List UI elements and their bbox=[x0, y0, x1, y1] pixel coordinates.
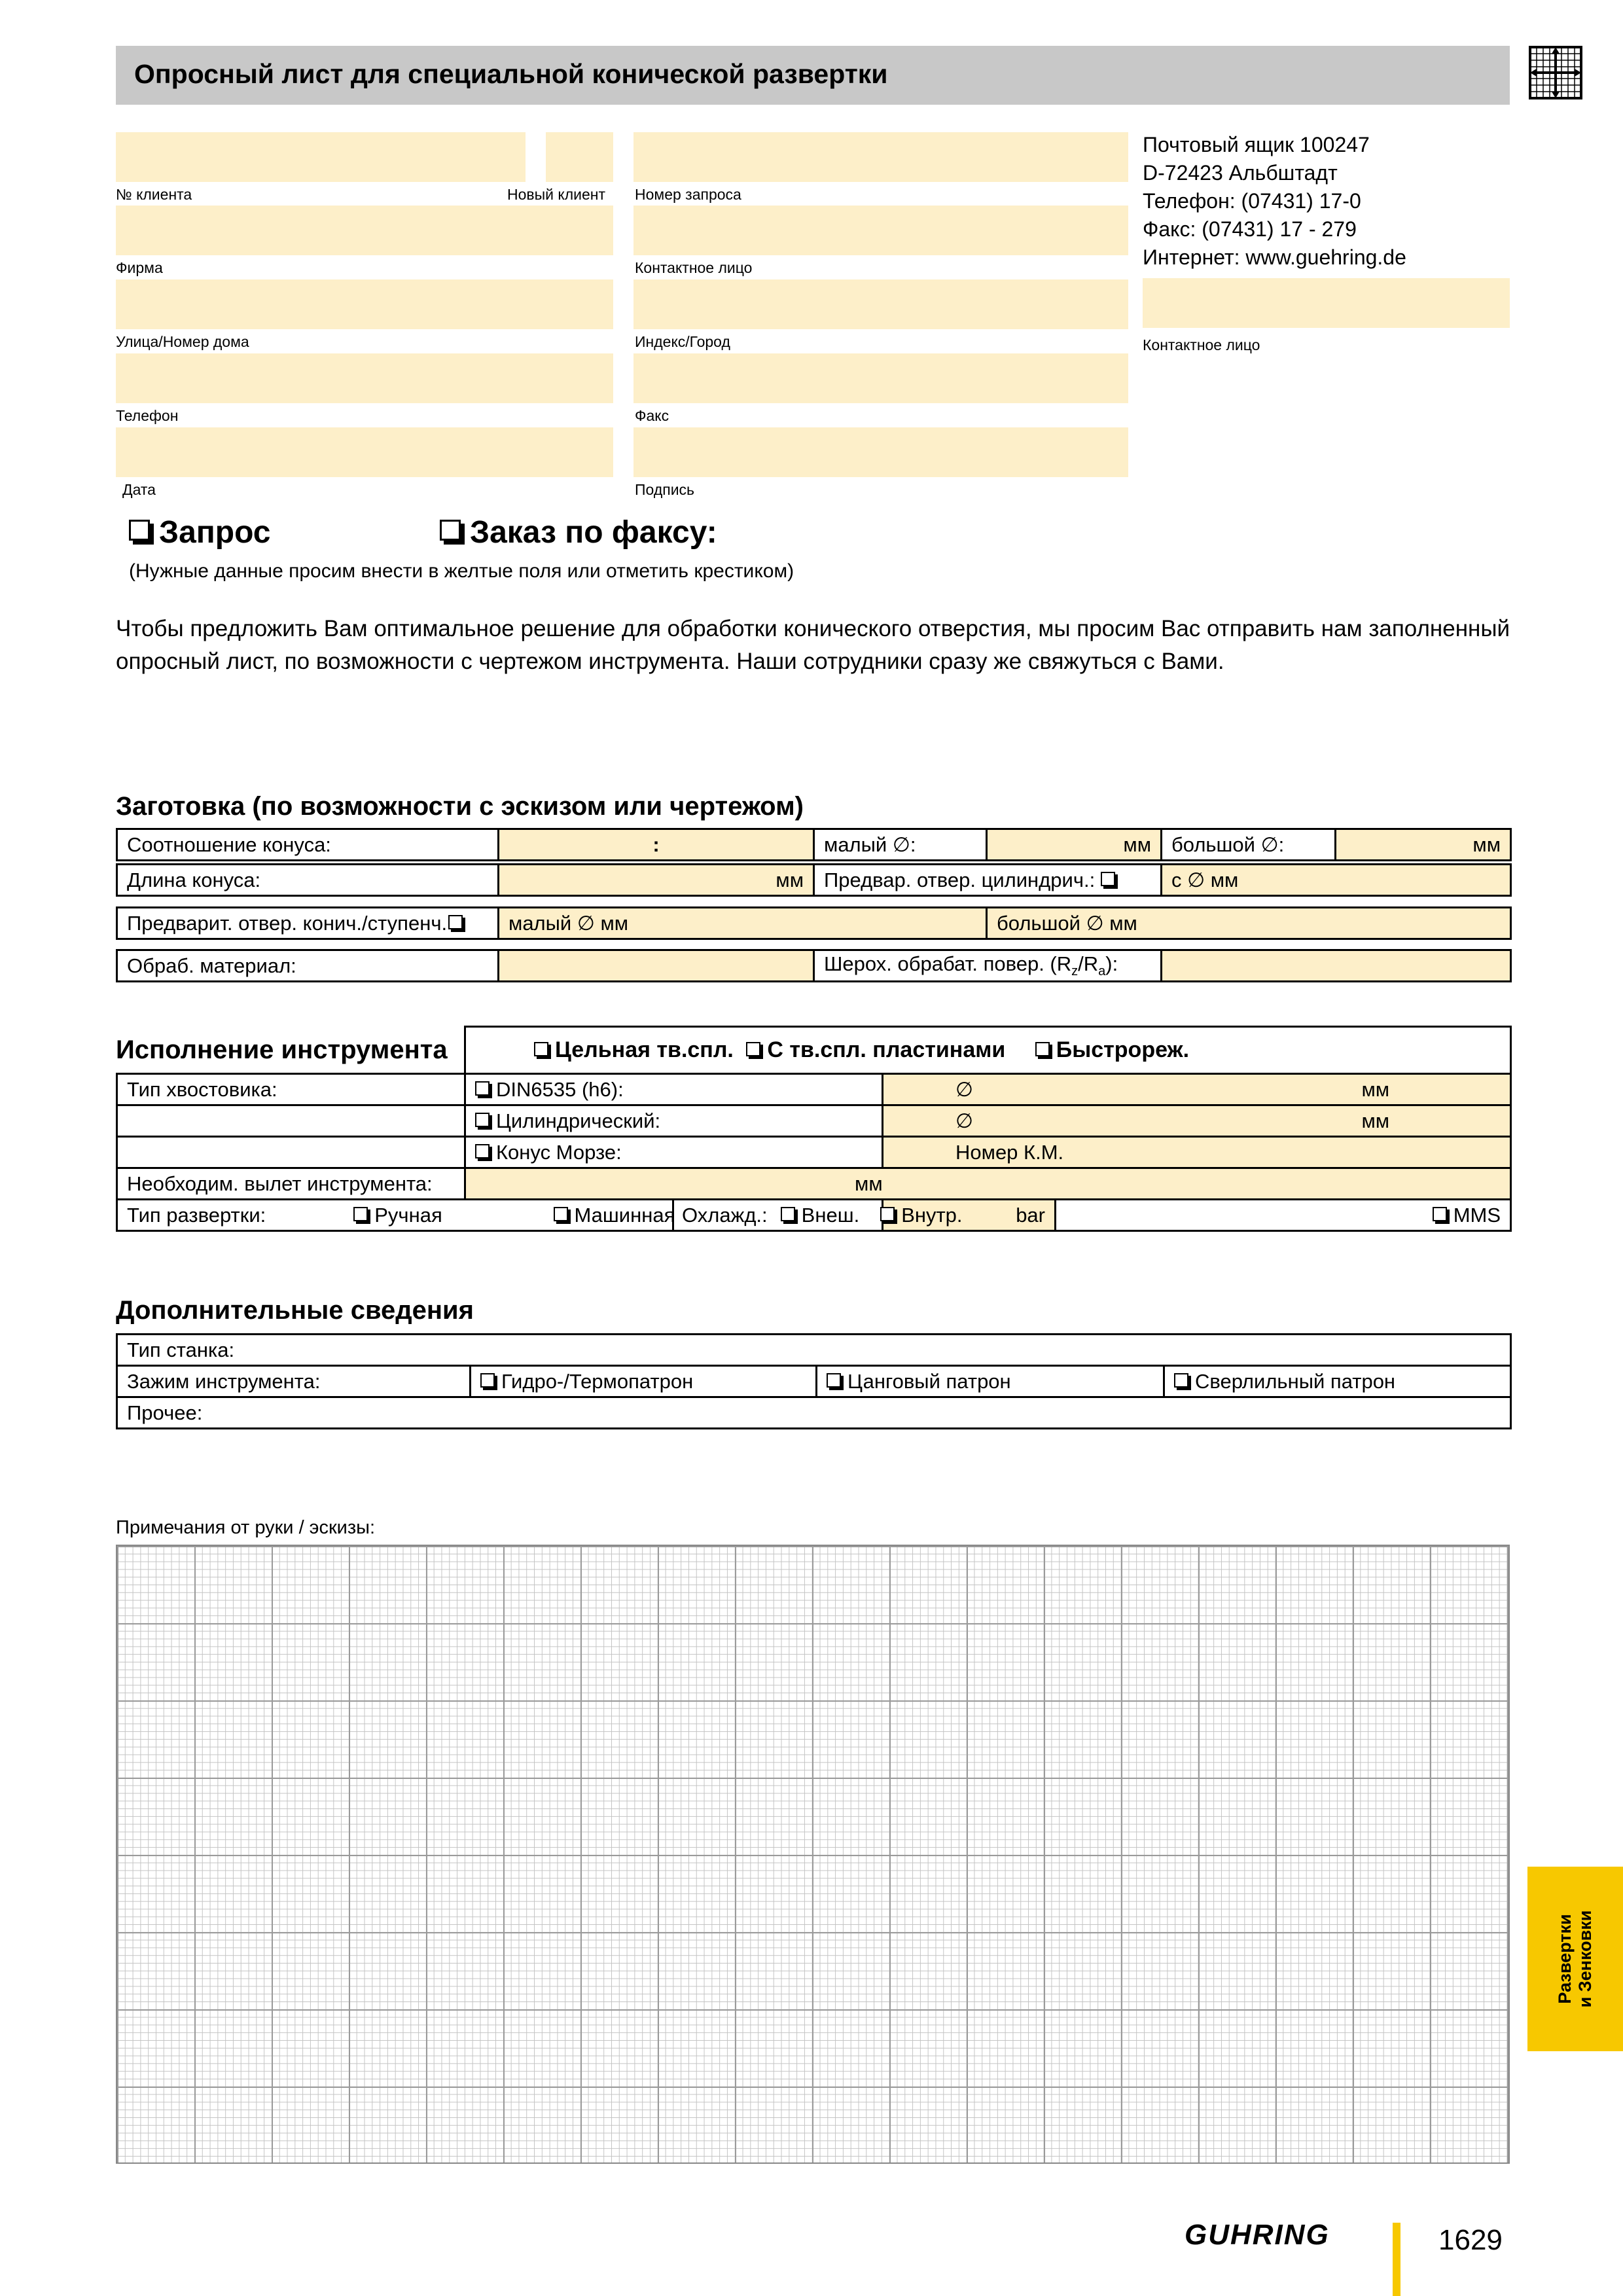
guhring-logo: GUHRING bbox=[1185, 2219, 1330, 2251]
taper-length-field[interactable] bbox=[499, 865, 814, 896]
collet-label: Цанговый патрон bbox=[847, 1369, 1011, 1393]
signature-label: Подпись bbox=[635, 481, 695, 498]
table-row bbox=[117, 1200, 1511, 1231]
hss-label: Быстрореж. bbox=[1056, 1037, 1190, 1062]
pre-bore-cyl-label: Предвар. отвер. цилиндрич.: bbox=[824, 868, 1096, 891]
cylindrical-cell bbox=[465, 1105, 883, 1137]
fax-label: Факс bbox=[635, 407, 669, 424]
guhring-contact-field[interactable] bbox=[1143, 278, 1510, 328]
inquiry-label: Запрос bbox=[159, 515, 271, 550]
reamer-type-label: Тип развертки: bbox=[127, 1203, 266, 1227]
page-title: Опросный лист для специальной конической развертки bbox=[134, 59, 888, 89]
din6535-checkbox[interactable] bbox=[475, 1081, 490, 1096]
table-row bbox=[117, 1366, 1511, 1397]
sketch-grid[interactable] bbox=[116, 1545, 1510, 2164]
material-label: Обраб. материал: bbox=[117, 950, 499, 982]
fax-order-checkbox[interactable] bbox=[440, 520, 461, 541]
fax-order-option[interactable] bbox=[440, 514, 717, 550]
morse-no-field[interactable] bbox=[883, 1137, 1511, 1168]
collet-cell bbox=[817, 1366, 1164, 1397]
table-row bbox=[117, 1105, 1511, 1137]
additional-section-heading: Дополнительные сведения bbox=[116, 1296, 474, 1325]
address-line: Интернет: www.guehring.de bbox=[1143, 245, 1406, 269]
internal-coolant-checkbox[interactable] bbox=[880, 1207, 895, 1221]
pre-bore-conical-checkbox[interactable] bbox=[448, 915, 463, 929]
machine-checkbox[interactable] bbox=[554, 1207, 568, 1221]
mm-unit: мм bbox=[1361, 1109, 1390, 1132]
clamping-label: Зажим инструмента: bbox=[117, 1366, 471, 1397]
internal-label: Внутр. bbox=[901, 1203, 963, 1227]
table-row bbox=[117, 950, 1511, 982]
guhring-contact-label: Контактное лицо bbox=[1143, 336, 1260, 353]
address-line: Почтовый ящик 100247 bbox=[1143, 133, 1370, 156]
overhang-label: Необходим. вылет инструмента: bbox=[117, 1168, 465, 1200]
new-customer-label: Новый клиент bbox=[507, 186, 606, 203]
blank-table-3 bbox=[116, 906, 1512, 940]
contact-person-label: Контактное лицо bbox=[635, 259, 753, 276]
signature-field[interactable] bbox=[633, 427, 1128, 477]
other-label: Прочее: bbox=[117, 1397, 1511, 1429]
table-row bbox=[117, 1335, 1511, 1366]
mm-unit: мм bbox=[1472, 833, 1501, 856]
coolant-cell bbox=[673, 1200, 963, 1231]
table-row bbox=[117, 1137, 1511, 1168]
hss-checkbox[interactable] bbox=[1035, 1042, 1050, 1056]
table-row bbox=[117, 908, 1511, 939]
material-field[interactable] bbox=[499, 950, 814, 982]
roughness-text: Шерох. обрабат. повер. (R bbox=[824, 952, 1072, 975]
dia-sign: ∅ bbox=[955, 1109, 974, 1132]
reamer-type-cell bbox=[117, 1200, 521, 1231]
solid-carbide-label: Цельная тв.спл. bbox=[555, 1037, 734, 1062]
large-dia-mm-field[interactable] bbox=[987, 908, 1511, 939]
customer-no-field[interactable] bbox=[116, 132, 526, 182]
mm-unit: мм bbox=[855, 1172, 883, 1195]
ratio-colon: : bbox=[652, 833, 660, 856]
inquiry-checkbox[interactable] bbox=[129, 520, 150, 541]
coolant-label: Охлажд.: bbox=[682, 1203, 768, 1227]
din6535-cell bbox=[465, 1074, 883, 1105]
customer-no-label: № клиента bbox=[116, 186, 192, 203]
mms-cell bbox=[1056, 1200, 1511, 1231]
mm-unit: мм bbox=[776, 868, 804, 891]
external-label: Внеш. bbox=[801, 1203, 860, 1227]
machine-label: Машинная bbox=[574, 1203, 675, 1227]
phone-label: Телефон bbox=[116, 407, 179, 424]
date-field[interactable] bbox=[116, 427, 613, 477]
address-line: Телефон: (07431) 17-0 bbox=[1143, 189, 1361, 213]
instruction-note: (Нужные данные просим внести в желтые поля или отметить крестиком) bbox=[129, 560, 794, 582]
pre-bore-conical-cell bbox=[117, 908, 499, 939]
dia-sign: ∅ bbox=[955, 1077, 974, 1101]
drill-chuck-checkbox[interactable] bbox=[1174, 1373, 1188, 1388]
machine-type-label: Тип станка: bbox=[117, 1335, 1511, 1366]
table-row bbox=[117, 865, 1511, 896]
manual-label: Ручная bbox=[374, 1203, 442, 1227]
small-dia-label: малый ∅: bbox=[814, 829, 987, 861]
fax-order-label: Заказ по факсу: bbox=[470, 515, 717, 550]
tool-section-heading: Исполнение инструмента bbox=[116, 1035, 448, 1064]
machine-cell bbox=[521, 1200, 673, 1231]
overhang-field[interactable] bbox=[465, 1168, 1511, 1200]
heading-spacer bbox=[117, 1027, 465, 1074]
mm-unit: мм bbox=[1361, 1077, 1390, 1101]
tool-material-options bbox=[465, 1027, 1511, 1074]
cylindrical-dia-field[interactable] bbox=[883, 1105, 1511, 1137]
request-no-field[interactable] bbox=[633, 132, 1128, 182]
taper-length-label: Длина конуса: bbox=[117, 865, 499, 896]
mm-unit: мм bbox=[1123, 833, 1151, 856]
intro-text: Чтобы предложить Вам оптимальное решение для обработки конического отверстия, мы просим Вас отправить нам заполненный опросный лист, по возможности с чертежом инструмента. Наши сотрудники сразу же свяжуться с Вами. bbox=[116, 616, 1510, 674]
measurement-grid-icon bbox=[1529, 46, 1582, 99]
blank-table-2 bbox=[116, 863, 1512, 897]
roughness-label bbox=[814, 950, 1162, 982]
blank-table-4 bbox=[116, 949, 1512, 982]
table-row bbox=[117, 1397, 1511, 1429]
pre-bore-cyl-cell bbox=[814, 865, 1162, 896]
blank-table-1 bbox=[116, 828, 1512, 861]
roughness-end: ): bbox=[1105, 952, 1118, 975]
collet-checkbox[interactable] bbox=[827, 1373, 841, 1388]
street-field[interactable] bbox=[116, 279, 613, 329]
taper-ratio-label: Соотношение конуса: bbox=[117, 829, 499, 861]
small-dia-mm-field[interactable] bbox=[499, 908, 987, 939]
new-customer-field[interactable] bbox=[546, 132, 613, 182]
carbide-inserts-checkbox[interactable] bbox=[746, 1042, 760, 1056]
shank-type-label: Тип хвостовика: bbox=[117, 1074, 465, 1105]
large-dia-mm-label: большой ∅ мм bbox=[997, 911, 1137, 935]
inquiry-option[interactable] bbox=[129, 514, 270, 550]
side-tab-line: и Зенковки bbox=[1575, 1910, 1595, 2008]
with-dia-mm-label: с ∅ мм bbox=[1171, 868, 1239, 891]
table-row bbox=[117, 829, 1511, 861]
postcode-field[interactable] bbox=[633, 279, 1128, 329]
external-coolant-checkbox[interactable] bbox=[781, 1207, 795, 1221]
pre-bore-cyl-dia-field[interactable] bbox=[1162, 865, 1511, 896]
tool-table bbox=[116, 1026, 1512, 1232]
contact-person-field[interactable] bbox=[633, 206, 1128, 255]
drill-chuck-cell bbox=[1164, 1366, 1511, 1397]
manual-checkbox[interactable] bbox=[353, 1207, 368, 1221]
company-label: Фирма bbox=[116, 259, 163, 276]
mms-checkbox[interactable] bbox=[1433, 1207, 1447, 1221]
pre-bore-cyl-checkbox[interactable] bbox=[1101, 872, 1115, 886]
drill-chuck-label: Сверлильный патрон bbox=[1195, 1369, 1396, 1393]
page-number: 1629 bbox=[1438, 2224, 1503, 2256]
small-dia-field[interactable] bbox=[987, 829, 1162, 861]
table-row bbox=[117, 1074, 1511, 1105]
ra-subscript: a bbox=[1098, 964, 1106, 979]
side-tab-line: Развертки bbox=[1555, 1914, 1575, 2004]
ra-text: /R bbox=[1078, 952, 1099, 975]
table-row bbox=[117, 1027, 1511, 1074]
bar-unit: bar bbox=[1016, 1203, 1045, 1227]
date-label: Дата bbox=[122, 481, 156, 498]
pre-bore-conical-label: Предварит. отвер. конич./ступенч. bbox=[127, 911, 448, 935]
large-dia-field[interactable] bbox=[1336, 829, 1511, 861]
company-field[interactable] bbox=[116, 206, 613, 255]
morse-taper-label: Конус Морзе: bbox=[496, 1140, 622, 1164]
cylindrical-label: Цилиндрический: bbox=[496, 1109, 661, 1132]
street-label: Улица/Номер дома bbox=[116, 333, 249, 350]
sketch-label: Примечания от руки / эскизы: bbox=[116, 1517, 376, 1538]
morse-no-label: Номер К.М. bbox=[955, 1140, 1064, 1164]
phone-field[interactable] bbox=[116, 353, 613, 403]
roughness-field[interactable] bbox=[1162, 950, 1511, 982]
carbide-inserts-label: С тв.спл. пластинами bbox=[767, 1037, 1006, 1062]
hydro-label: Гидро-/Термопатрон bbox=[501, 1369, 694, 1393]
blank-section-heading: Заготовка (по возможности с эскизом или чертежом) bbox=[116, 792, 804, 821]
additional-table bbox=[116, 1333, 1512, 1429]
request-no-label: Номер запроса bbox=[635, 186, 741, 203]
rz-subscript: z bbox=[1071, 964, 1079, 979]
footer-divider bbox=[1393, 2223, 1400, 2296]
company-address bbox=[1143, 131, 1406, 272]
empty-cell bbox=[117, 1105, 465, 1137]
cylindrical-checkbox[interactable] bbox=[475, 1113, 490, 1127]
din6535-dia-field[interactable] bbox=[883, 1074, 1511, 1105]
large-dia-label: большой ∅: bbox=[1162, 829, 1336, 861]
small-dia-mm-label: малый ∅ мм bbox=[508, 911, 629, 935]
empty-cell bbox=[117, 1137, 465, 1168]
mms-label: MMS bbox=[1453, 1203, 1501, 1227]
hydro-cell bbox=[471, 1366, 817, 1397]
address-line: D-72423 Альбштадт bbox=[1143, 161, 1338, 185]
din6535-label: DIN6535 (h6): bbox=[496, 1077, 624, 1101]
fax-field[interactable] bbox=[633, 353, 1128, 403]
solid-carbide-checkbox[interactable] bbox=[534, 1042, 548, 1056]
morse-taper-cell bbox=[465, 1137, 883, 1168]
address-line: Факс: (07431) 17 - 279 bbox=[1143, 217, 1357, 241]
taper-ratio-field[interactable] bbox=[499, 829, 814, 861]
postcode-label: Индекс/Город bbox=[635, 333, 730, 350]
table-row bbox=[117, 1168, 1511, 1200]
section-side-tab bbox=[1527, 1867, 1623, 2051]
morse-taper-checkbox[interactable] bbox=[475, 1144, 490, 1158]
side-tab-text bbox=[1555, 1910, 1596, 2008]
hydro-checkbox[interactable] bbox=[480, 1373, 495, 1388]
